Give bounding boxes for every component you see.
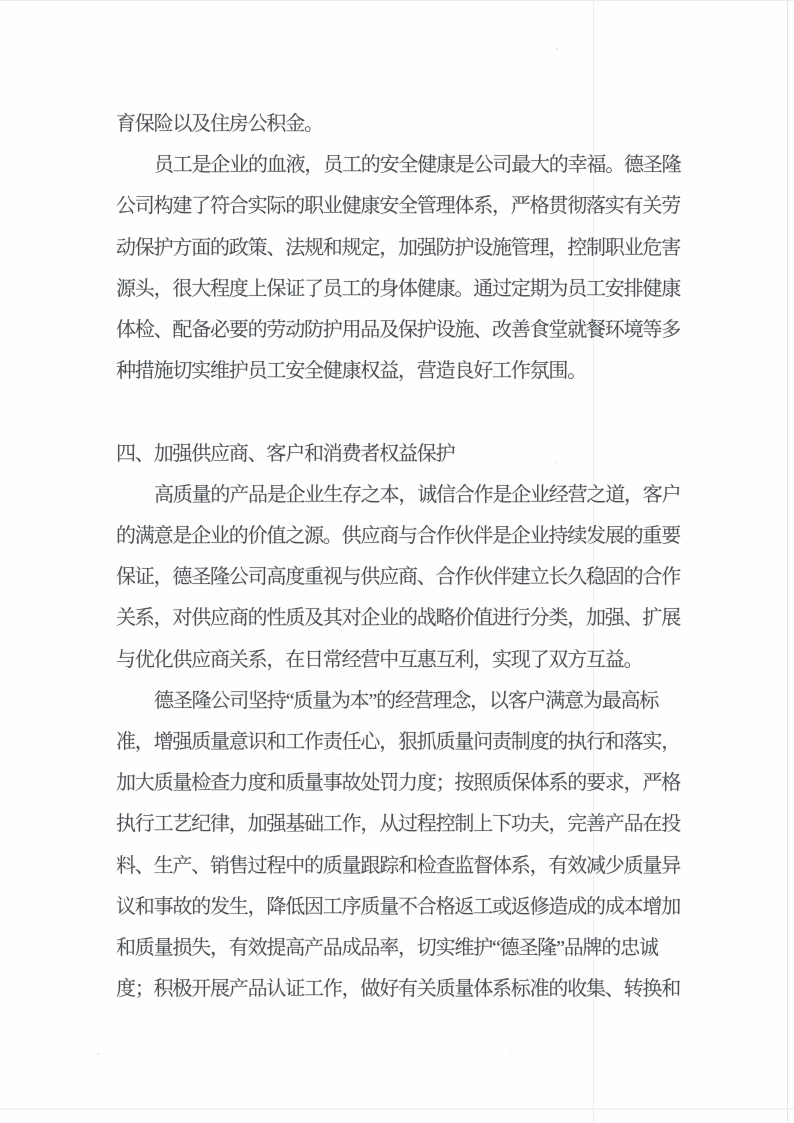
scan-speck [556,462,557,465]
text-line: 度；积极开展产品认证工作，做好有关质量体系标准的收集、转换和 [116,978,680,1001]
text-line: 议和事故的发生，降低因工序质量不合格返工或返修造成的成本增加 [116,895,680,918]
text-line: 料、生产、销售过程中的质量跟踪和检查监督体系，有效减少质量异 [116,854,680,877]
text-line: 保证，德圣隆公司高度重视与供应商、合作伙伴建立长久稳固的合作 [116,566,680,589]
text-line: 加大质量检查力度和质量事故处罚力度；按照质保体系的要求，严格 [116,772,680,795]
text-line: 源头，很大程度上保证了员工的身体健康。通过定期为员工安排健康 [116,277,680,300]
text-line: 动保护方面的政策、法规和规定，加强防护设施管理，控制职业危害 [116,236,680,259]
scan-speck [97,1053,99,1055]
text-line: 高质量的产品是企业生存之本，诚信合作是企业经营之道，客户 [154,483,681,506]
section-heading: 四、加强供应商、客户和消费者权益保护 [116,442,455,465]
text-line: 与优化供应商关系，在日常经营中互惠互利，实现了双方互益。 [116,648,643,671]
text-line: 的满意是企业的价值之源。供应商与合作伙伴是企业持续发展的重要 [116,525,680,547]
text-line: 和质量损失，有效提高产品成品率，切实维护“德圣隆”品牌的忠诚 [116,937,658,959]
text-line: 育保险以及住房公积金。 [116,113,323,135]
scan-speck [399,1079,401,1081]
scan-speck [341,758,342,760]
scan-speck [556,48,558,50]
scan-edge-right-line [787,0,788,1123]
text-line: 员工是企业的血液，员工的安全健康是公司最大的幸福。德圣隆 [154,154,681,177]
scan-edge-bottom-line [0,1108,794,1110]
text-line: 关系，对供应商的性质及其对企业的战略价值进行分类，加强、扩展 [116,607,680,630]
text-line: 执行工艺纪律，加强基础工作，从过程控制上下功夫，完善产品在投 [116,813,680,836]
text-line: 种措施切实维护员工安全健康权益，营造良好工作氛围。 [116,360,586,383]
scan-speck [510,1053,511,1055]
text-line: 体检、配备必要的劳动防护用品及保护设施、改善食堂就餐环境等多 [116,319,680,341]
text-line: 德圣隆公司坚持“质量为本”的经营理念，以客户满意为最高标 [154,689,659,712]
scan-speck [357,1092,358,1094]
text-line: 公司构建了符合实际的职业健康安全管理体系，严格贯彻落实有关劳 [116,195,680,218]
text-line: 准，增强质量意识和工作责任心，狠抓质量问责制度的执行和落实， [116,731,680,753]
scan-edge-top-line [0,0,794,1]
